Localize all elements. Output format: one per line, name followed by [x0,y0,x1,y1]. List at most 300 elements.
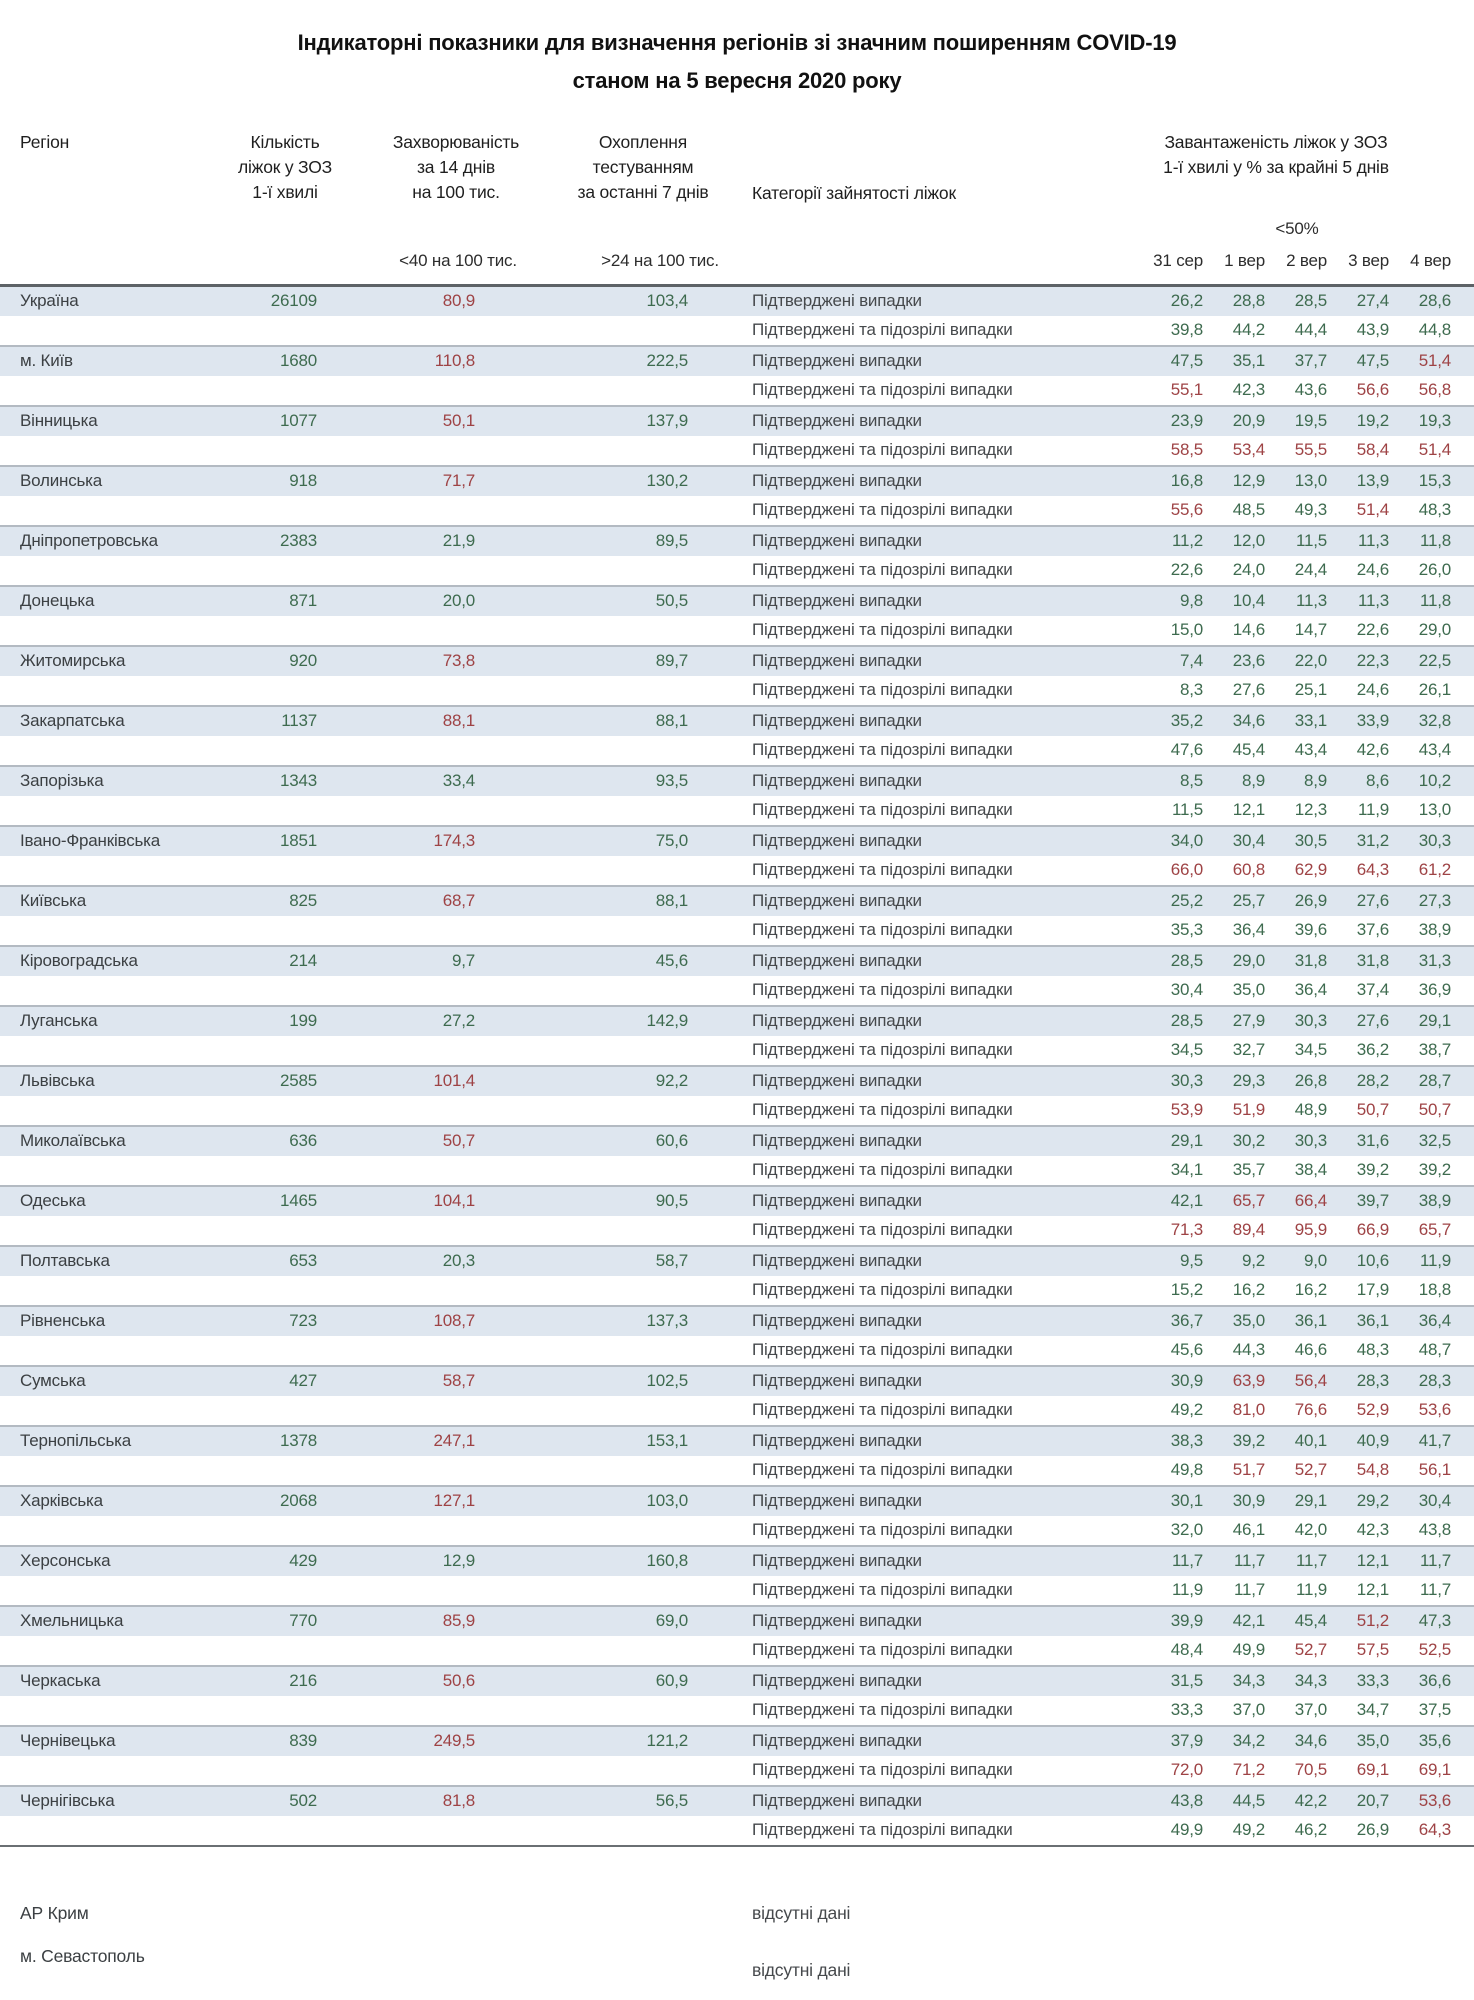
region-group [0,1366,1474,1426]
occupancy-value: 37,0 [1294,1700,1327,1719]
occupancy-value: 26,9 [1356,1820,1389,1839]
occupancy-value: 81,0 [1232,1400,1265,1419]
column-header-beds-line2: ліжок у ЗОЗ [237,157,333,177]
testing-empty [500,1336,710,1366]
occupancy-value: 65,7 [1232,1191,1265,1210]
beds-empty [180,1396,330,1426]
category-label-confirmed-suspected: Підтверджені та підозрілі випадки [752,320,1013,339]
incidence-value: 12,9 [442,1551,475,1570]
region-name: Івано-Франківська [20,831,161,850]
category-label-confirmed: Підтверджені випадки [752,951,922,970]
table-row-confirmed-suspected [0,1576,1474,1606]
incidence-value: 58,7 [442,1371,475,1390]
table-row-confirmed [0,346,1474,376]
occupancy-value: 35,1 [1232,351,1265,370]
occupancy-value: 32,7 [1232,1040,1265,1059]
incidence-empty [330,796,500,826]
incidence-empty [330,556,500,586]
testing-coverage-value: 142,9 [646,1011,688,1030]
testing-coverage-value: 75,0 [655,831,688,850]
spacer [1455,496,1474,526]
incidence-value: 81,8 [442,1791,475,1810]
occupancy-value: 28,3 [1356,1371,1389,1390]
column-header-incidence-line2: за 14 днів [416,157,495,177]
region-name-crimea: АР Крим [20,1903,89,1923]
occupancy-value: 25,7 [1232,891,1265,910]
testing-empty [500,1396,710,1426]
spacer [1455,466,1474,496]
table-row-confirmed-suspected [0,1156,1474,1186]
category-label-confirmed-suspected: Підтверджені та підозрілі випадки [752,1820,1013,1839]
occupancy-value: 13,0 [1418,800,1451,819]
occupancy-value: 35,2 [1170,711,1203,730]
testing-empty [500,616,710,646]
spacer [1455,1066,1474,1096]
spacer [1455,1366,1474,1396]
date-header-31aug: 31 сер [1153,251,1203,270]
occupancy-value: 29,3 [1232,1071,1265,1090]
region-group [0,1306,1474,1366]
occupancy-value: 29,1 [1170,1131,1203,1150]
region-group [0,1066,1474,1126]
table-row-confirmed-suspected [0,736,1474,766]
incidence-empty [330,436,500,466]
table-row-confirmed-suspected [0,1756,1474,1786]
occupancy-value: 35,7 [1232,1160,1265,1179]
region-group [0,586,1474,646]
occupancy-value: 36,1 [1294,1311,1327,1330]
table-row-confirmed-suspected [0,1276,1474,1306]
category-label-confirmed-suspected: Підтверджені та підозрілі випадки [752,1580,1013,1599]
occupancy-value: 10,4 [1232,591,1265,610]
region-name: м. Київ [20,351,73,370]
spacer [1455,1786,1474,1816]
table-row-confirmed-suspected [0,916,1474,946]
region-name: Хмельницька [20,1611,124,1630]
occupancy-value: 14,6 [1232,620,1265,639]
spacer [1455,1246,1474,1276]
occupancy-value: 34,0 [1170,831,1203,850]
category-label-confirmed: Підтверджені випадки [752,651,922,670]
category-label-confirmed-suspected: Підтверджені та підозрілі випадки [752,800,1013,819]
beds-empty [180,1216,330,1246]
occupancy-value: 34,3 [1294,1671,1327,1690]
occupancy-value: 55,5 [1294,440,1327,459]
spacer [1455,736,1474,766]
incidence-empty [330,316,500,346]
occupancy-value: 27,9 [1232,1011,1265,1030]
occupancy-value: 12,1 [1232,800,1265,819]
occupancy-value: 34,3 [1232,1671,1265,1690]
occupancy-value: 29,0 [1232,951,1265,970]
testing-empty [500,376,710,406]
occupancy-value: 53,6 [1418,1400,1451,1419]
region-name: Сумська [20,1371,86,1390]
occupancy-value: 28,7 [1418,1071,1451,1090]
beds-value: 429 [289,1551,317,1570]
region-name: Дніпропетровська [20,531,158,550]
occupancy-value: 56,6 [1356,380,1389,399]
region-name-empty [0,976,180,1006]
table-row-confirmed [0,1666,1474,1696]
incidence-value: 68,7 [442,891,475,910]
occupancy-value: 37,6 [1356,920,1389,939]
region-name-empty [0,1576,180,1606]
table-row-confirmed-suspected [0,316,1474,346]
occupancy-value: 30,4 [1170,980,1203,999]
region-name: Луганська [20,1011,98,1030]
occupancy-value: 40,9 [1356,1431,1389,1450]
occupancy-value: 33,3 [1170,1700,1203,1719]
testing-empty [500,916,710,946]
category-label-confirmed-suspected: Підтверджені та підозрілі випадки [752,380,1013,399]
occupancy-value: 14,7 [1294,620,1327,639]
testing-coverage-value: 60,9 [655,1671,688,1690]
column-header-region: Регіон [20,132,70,152]
beds-value: 26109 [270,291,317,311]
spacer [1455,1336,1474,1366]
occupancy-value: 51,9 [1232,1100,1265,1119]
region-name-empty [0,1276,180,1306]
testing-empty [500,316,710,346]
incidence-empty [330,856,500,886]
testing-empty [500,1696,710,1726]
occupancy-value: 28,5 [1170,1011,1203,1030]
spacer [1455,766,1474,796]
spacer [1455,946,1474,976]
occupancy-value: 34,5 [1170,1040,1203,1059]
occupancy-value: 19,3 [1418,411,1451,430]
spacer [1455,1216,1474,1246]
column-header-incidence-line1: Захворюваність [392,132,520,152]
region-name-empty [0,856,180,886]
occupancy-value: 39,2 [1232,1431,1265,1450]
occupancy-value: 70,5 [1294,1760,1327,1779]
beds-empty [180,676,330,706]
table-row-confirmed [0,646,1474,676]
occupancy-value: 52,7 [1294,1640,1327,1659]
column-header-occupancy [1106,130,1446,180]
occupancy-value: 44,3 [1232,1340,1265,1359]
region-name-empty [0,736,180,766]
spacer [1455,976,1474,1006]
occupancy-value: 65,7 [1418,1220,1451,1239]
incidence-empty [330,1756,500,1786]
occupancy-value: 52,5 [1418,1640,1451,1659]
beds-value: 2383 [279,531,317,550]
occupancy-value: 39,2 [1418,1160,1451,1179]
spacer [1455,1636,1474,1666]
occupancy-value: 15,2 [1170,1280,1203,1299]
column-header-testing-line3: за останні 7 днів [577,182,709,202]
spacer [1455,406,1474,436]
beds-value: 1465 [279,1191,317,1210]
spacer [1455,706,1474,736]
occupancy-value: 32,0 [1170,1520,1203,1539]
occupancy-value: 30,4 [1418,1491,1451,1510]
category-label-confirmed: Підтверджені випадки [752,1611,922,1630]
testing-empty [500,1036,710,1066]
spacer [1455,1126,1474,1156]
occupancy-value: 20,9 [1232,411,1265,430]
occupancy-value: 13,0 [1294,471,1327,490]
occupancy-value: 34,6 [1294,1731,1327,1750]
table-row-confirmed [0,586,1474,616]
beds-empty [180,736,330,766]
table-row-confirmed-suspected [0,1636,1474,1666]
category-label-confirmed-suspected: Підтверджені та підозрілі випадки [752,680,1013,699]
table-row-confirmed [0,1786,1474,1816]
column-header-beds-line1: Кількість [250,132,320,152]
occupancy-value: 30,3 [1418,831,1451,850]
spacer [1455,856,1474,886]
table-row-confirmed-suspected [0,616,1474,646]
region-name-empty [0,1636,180,1666]
category-label-confirmed: Підтверджені випадки [752,1731,922,1750]
occupancy-value: 50,7 [1418,1100,1451,1119]
spacer [1455,1306,1474,1336]
testing-coverage-value: 222,5 [646,351,688,370]
category-label-confirmed: Підтверджені випадки [752,591,922,610]
occupancy-value: 56,1 [1418,1460,1451,1479]
category-label-confirmed-suspected: Підтверджені та підозрілі випадки [752,740,1013,759]
occupancy-value: 66,4 [1294,1191,1327,1210]
incidence-value: 108,7 [433,1311,475,1330]
incidence-empty [330,916,500,946]
occupancy-value: 42,2 [1294,1791,1327,1810]
category-label-confirmed-suspected: Підтверджені та підозрілі випадки [752,500,1013,519]
beds-empty [180,1276,330,1306]
occupancy-value: 12,3 [1294,800,1327,819]
spacer [1455,286,1474,316]
testing-empty [500,976,710,1006]
occupancy-value: 25,2 [1170,891,1203,910]
region-name-empty [0,916,180,946]
occupancy-value: 43,8 [1170,1791,1203,1810]
occupancy-value: 29,2 [1356,1491,1389,1510]
category-label-confirmed: Підтверджені випадки [752,1071,922,1090]
incidence-value: 9,7 [451,951,475,970]
occupancy-value: 49,9 [1232,1640,1265,1659]
occupancy-value: 9,0 [1303,1251,1327,1270]
region-group [0,646,1474,706]
region-name-empty [0,1396,180,1426]
incidence-empty [330,1696,500,1726]
table-row-confirmed [0,1606,1474,1636]
occupancy-value: 35,3 [1170,920,1203,939]
region-name-empty [0,376,180,406]
category-label-confirmed: Підтверджені випадки [752,1551,922,1570]
spacer [1455,1036,1474,1066]
category-label-confirmed: Підтверджені випадки [752,531,922,550]
incidence-value: 80,9 [442,291,475,311]
table-row-confirmed-suspected [0,796,1474,826]
region-group [0,766,1474,826]
occupancy-value: 11,3 [1295,591,1327,610]
occupancy-value: 30,9 [1170,1371,1203,1390]
testing-coverage-value: 102,5 [646,1371,688,1390]
occupancy-value: 27,6 [1356,891,1389,910]
no-data-label-crimea: відсутні дані [752,1903,851,1923]
occupancy-value: 27,6 [1356,1011,1389,1030]
occupancy-value: 36,4 [1418,1311,1451,1330]
occupancy-value: 11,2 [1171,531,1203,550]
region-group [0,1666,1474,1726]
category-label-confirmed-suspected: Підтверджені та підозрілі випадки [752,1160,1013,1179]
occupancy-value: 31,5 [1170,1671,1203,1690]
spacer [1455,646,1474,676]
testing-coverage-value: 69,0 [655,1611,688,1630]
occupancy-value: 35,0 [1232,1311,1265,1330]
occupancy-value: 33,1 [1294,711,1327,730]
region-name-empty [0,1156,180,1186]
category-label-confirmed: Підтверджені випадки [752,771,922,790]
beds-empty [180,1636,330,1666]
occupancy-value: 36,9 [1418,980,1451,999]
occupancy-value: 38,3 [1170,1431,1203,1450]
incidence-value: 33,4 [442,771,475,790]
table-row-confirmed-suspected [0,556,1474,586]
category-label-confirmed: Підтверджені випадки [752,471,922,490]
occupancy-value: 23,6 [1232,651,1265,670]
incidence-empty [330,1156,500,1186]
spacer [1455,436,1474,466]
beds-value: 216 [289,1671,317,1690]
region-name: Україна [20,291,79,311]
occupancy-value: 26,2 [1170,291,1203,311]
occupancy-value: 12,0 [1232,531,1265,550]
occupancy-value: 11,9 [1171,1580,1203,1599]
beds-value: 825 [289,891,317,910]
region-group [0,1006,1474,1066]
testing-coverage-value: 89,5 [655,531,688,550]
table-row-confirmed-suspected [0,436,1474,466]
occupancy-value: 42,3 [1232,380,1265,399]
beds-value: 918 [289,471,317,490]
table-row-confirmed [0,1186,1474,1216]
beds-empty [180,1756,330,1786]
column-header-category: Категорії зайнятості ліжок [752,183,956,203]
occupancy-value: 22,5 [1418,651,1451,670]
spacer [1455,826,1474,856]
occupancy-value: 28,8 [1232,291,1265,311]
occupancy-value: 26,8 [1294,1071,1327,1090]
occupancy-value: 36,6 [1418,1671,1451,1690]
spacer [1455,1576,1474,1606]
category-label-confirmed: Підтверджені випадки [752,1251,922,1270]
category-label-confirmed: Підтверджені випадки [752,1431,922,1450]
region-name: Запорізька [20,771,104,790]
occupancy-value: 48,9 [1294,1100,1327,1119]
beds-empty [180,1036,330,1066]
region-name-empty [0,496,180,526]
occupancy-value: 35,0 [1232,980,1265,999]
occupancy-value: 16,2 [1232,1280,1265,1299]
beds-empty [180,436,330,466]
testing-empty [500,796,710,826]
occupancy-value: 29,1 [1294,1491,1327,1510]
occupancy-value: 51,2 [1356,1611,1389,1630]
testing-empty [500,1156,710,1186]
spacer [1455,1606,1474,1636]
occupancy-value: 19,5 [1294,411,1327,430]
occupancy-value: 11,3 [1357,591,1389,610]
occupancy-value: 37,0 [1232,1700,1265,1719]
spacer [1455,1696,1474,1726]
table-row-confirmed-suspected [0,376,1474,406]
testing-threshold-label: >24 на 100 тис. [601,251,719,270]
occupancy-value: 28,3 [1418,1371,1451,1390]
testing-empty [500,1096,710,1126]
region-name: Одеська [20,1191,86,1210]
occupancy-value: 11,7 [1233,1551,1265,1570]
beds-value: 2585 [279,1071,317,1090]
occupancy-value: 12,1 [1356,1551,1389,1570]
table-row-confirmed-suspected [0,1816,1474,1846]
occupancy-value: 42,1 [1170,1191,1203,1210]
occupancy-value: 46,2 [1294,1820,1327,1839]
region-group [0,1606,1474,1666]
beds-empty [180,1456,330,1486]
occupancy-value: 45,6 [1170,1340,1203,1359]
occupancy-value: 39,7 [1356,1191,1389,1210]
testing-empty [500,1276,710,1306]
occupancy-value: 22,6 [1356,620,1389,639]
occupancy-value: 66,0 [1170,860,1203,879]
occupancy-value: 10,2 [1418,771,1451,790]
category-label-confirmed-suspected: Підтверджені та підозрілі випадки [752,1340,1013,1359]
spacer [1455,1546,1474,1576]
testing-coverage-value: 88,1 [655,711,688,730]
column-header-testing-line2: тестуванням [592,157,694,177]
occupancy-value: 51,4 [1356,500,1389,519]
incidence-value: 104,1 [433,1191,475,1210]
table-row-confirmed [0,946,1474,976]
occupancy-value: 8,9 [1241,771,1265,790]
table-row-confirmed-suspected [0,1516,1474,1546]
beds-empty [180,556,330,586]
occupancy-value: 55,1 [1170,380,1203,399]
testing-empty [500,736,710,766]
occupancy-value: 42,0 [1294,1520,1327,1539]
occupancy-value: 8,5 [1179,771,1203,790]
occupancy-value: 11,7 [1419,1580,1451,1599]
occupancy-value: 30,2 [1232,1131,1265,1150]
occupancy-value: 51,4 [1418,351,1451,370]
occupancy-value: 22,3 [1356,651,1389,670]
occupancy-value: 9,2 [1241,1251,1265,1270]
beds-value: 502 [289,1791,317,1810]
occupancy-value: 38,9 [1418,920,1451,939]
spacer [1455,676,1474,706]
occupancy-value: 41,7 [1418,1431,1451,1450]
occupancy-value: 12,1 [1356,1580,1389,1599]
category-label-confirmed: Підтверджені випадки [752,1131,922,1150]
spacer [1455,1156,1474,1186]
region-name: Рівненська [20,1311,106,1330]
occupancy-value: 53,6 [1418,1791,1451,1810]
testing-empty [500,1216,710,1246]
occupancy-value: 25,1 [1294,680,1327,699]
region-name: Кіровоградська [20,951,138,970]
spacer [1455,1396,1474,1426]
column-header-testing [533,130,753,205]
occupancy-value: 24,6 [1356,680,1389,699]
region-name: Вінницька [20,411,98,430]
incidence-value: 21,9 [442,531,475,550]
occupancy-value: 64,3 [1356,860,1389,879]
region-name: Полтавська [20,1251,110,1270]
